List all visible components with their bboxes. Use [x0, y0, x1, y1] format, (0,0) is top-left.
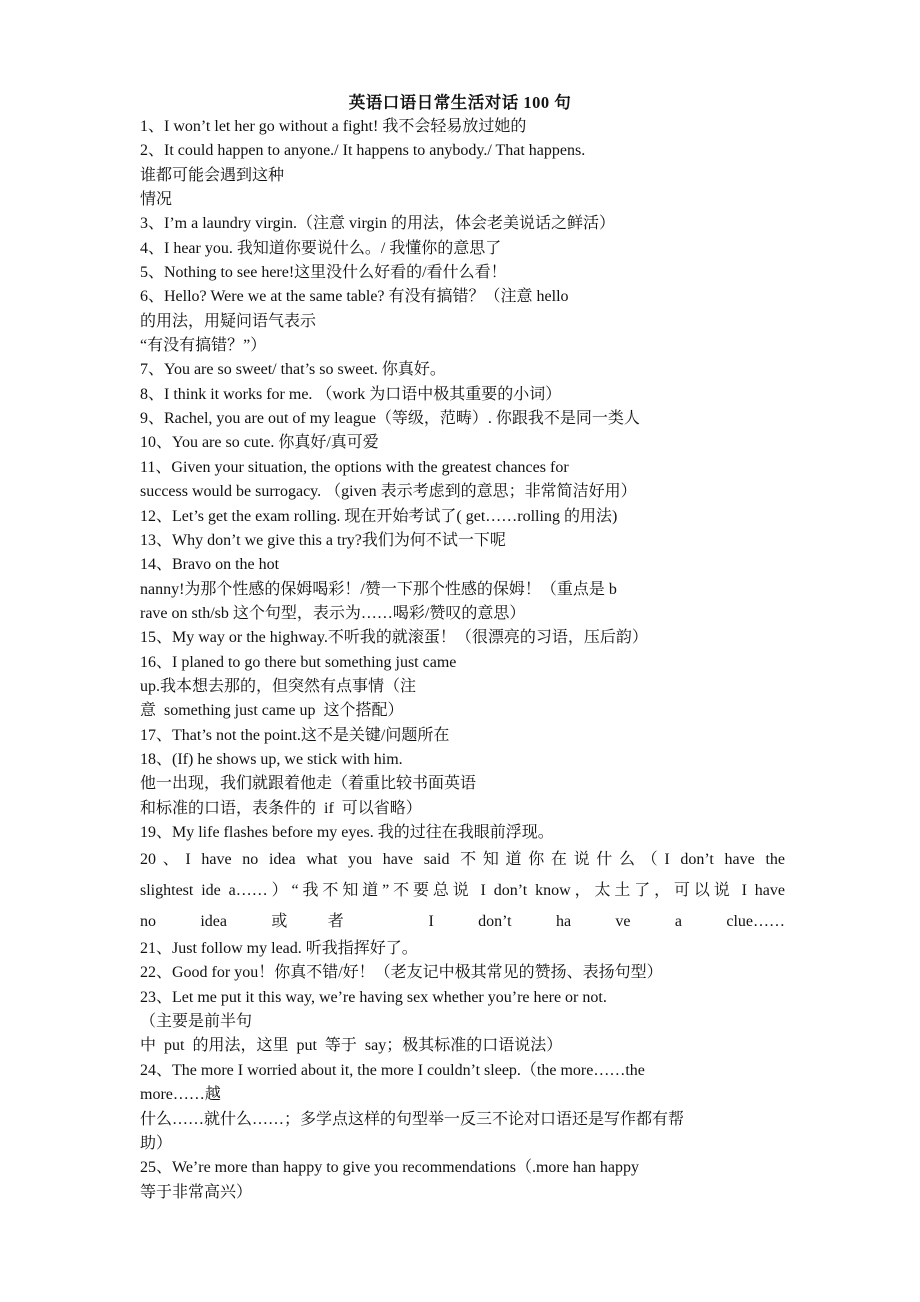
text-line: 17、That’s not the point.这不是关键/问题所在	[140, 726, 450, 744]
text-line: 11、Given your situation, the options with the greatest chances for	[140, 458, 569, 476]
text-line: 8、I think it works for me. （work 为口语中极其重要的小词）	[140, 385, 562, 403]
document-body	[140, 115, 785, 1205]
text-line: 18、(If) he shows up, we stick with him.	[140, 750, 403, 768]
justified-line: slightest ide a……）“我不知道”不要总说 I don’t know，太土了，可以说 I have	[140, 881, 785, 899]
text-line: 1、I won’t let her go without a fight! 我不会轻易放过她的	[140, 118, 527, 135]
document-title: 英语口语日常生活对话 100 句	[348, 93, 572, 112]
text-line: nanny!为那个性感的保姆喝彩！/赞一下那个性感的保姆！（重点是 b	[140, 580, 617, 598]
text-line: 7、You are so sweet/ that’s so sweet. 你真好。	[140, 361, 446, 379]
text-line: 23、Let me put it this way, we’re having sex whether you’re here or not.	[140, 988, 607, 1006]
text-line: 16、I planed to go there but something just came	[140, 653, 457, 671]
text-line: 9、Rachel, you are out of my league（等级，范畴）. 你跟我不是同一类人	[140, 410, 640, 428]
text-line: 和标准的口语，表条件的 if 可以省略）	[140, 799, 422, 817]
text-line: 10、You are so cute. 你真好/真可爱	[140, 434, 379, 452]
text-line: up.我本想去那的，但突然有点事情（注	[140, 677, 417, 695]
text-line: （主要是前半句	[140, 1013, 253, 1031]
text-line: 的用法，用疑问语气表示	[140, 312, 317, 330]
text-line: 24、The more I worried about it, the more I couldn’t sleep.（the more……the	[140, 1061, 645, 1079]
text-line: 5、Nothing to see here!这里没什么好看的/看什么看！	[140, 264, 507, 282]
text-line: more……越	[140, 1086, 221, 1104]
text-line: “有没有搞错？”）	[140, 337, 267, 355]
text-line: success would be surrogacy. （given 表示考虑到的意思；非常简洁好用）	[140, 483, 637, 501]
text-line: 22、Good for you！你真不错/好！（老友记中极其常见的赞扬、表扬句型）	[140, 964, 663, 982]
text-line: 12、Let’s get the exam rolling. 现在开始考试了( get……rolling 的用法)	[140, 507, 618, 525]
text-line: 4、I hear you. 我知道你要说什么。/ 我懂你的意思了	[140, 239, 502, 257]
text-line: 21、Just follow my lead. 听我指挥好了。	[140, 940, 418, 958]
text-line: 15、My way or the highway.不听我的就滚蛋！（很漂亮的习语，压后韵）	[140, 629, 648, 647]
text-line: 意 something just came up 这个搭配）	[140, 702, 404, 720]
justified-line: no idea 或者 I don’t ha ve a clue……	[140, 912, 785, 930]
text-line: rave on sth/sb 这个句型，表示为……喝彩/赞叹的意思）	[140, 604, 526, 622]
text-line: 25、We’re more than happy to give you recommendations（.more han happy	[140, 1159, 640, 1177]
text-line: 他一出现，我们就跟着他走（着重比较书面英语	[140, 775, 477, 793]
text-line: 什么……就什么……；多学点这样的句型举一反三不论对口语还是写作都有帮	[140, 1110, 685, 1128]
text-line: 19、My life flashes before my eyes. 我的过往在我眼前浮现。	[140, 823, 554, 841]
text-line: 14、Bravo on the hot	[140, 556, 280, 574]
text-line: 3、I’m a laundry virgin.（注意 virgin 的用法，体会老美说话之鲜活）	[140, 215, 615, 233]
text-line: 2、It could happen to anyone./ It happens to anybody./ That happens.	[140, 142, 586, 160]
text-line: 中 put 的用法，这里 put 等于 say；极其标准的口语说法）	[140, 1037, 563, 1055]
text-line: 谁都可能会遇到这种	[140, 166, 285, 184]
text-line: 助）	[140, 1134, 173, 1152]
text-line: 6、Hello? Were we at the same table? 有没有搞错？（注意 hello	[140, 288, 569, 306]
text-line: 13、Why don’t we give this a try?我们为何不试一下呢	[140, 531, 506, 549]
justified-line: 20、I have no idea what you have said 不知道你在说什么（I don’t have the	[140, 851, 785, 869]
text-line: 等于非常高兴）	[140, 1183, 253, 1201]
text-line: 情况	[140, 191, 173, 209]
